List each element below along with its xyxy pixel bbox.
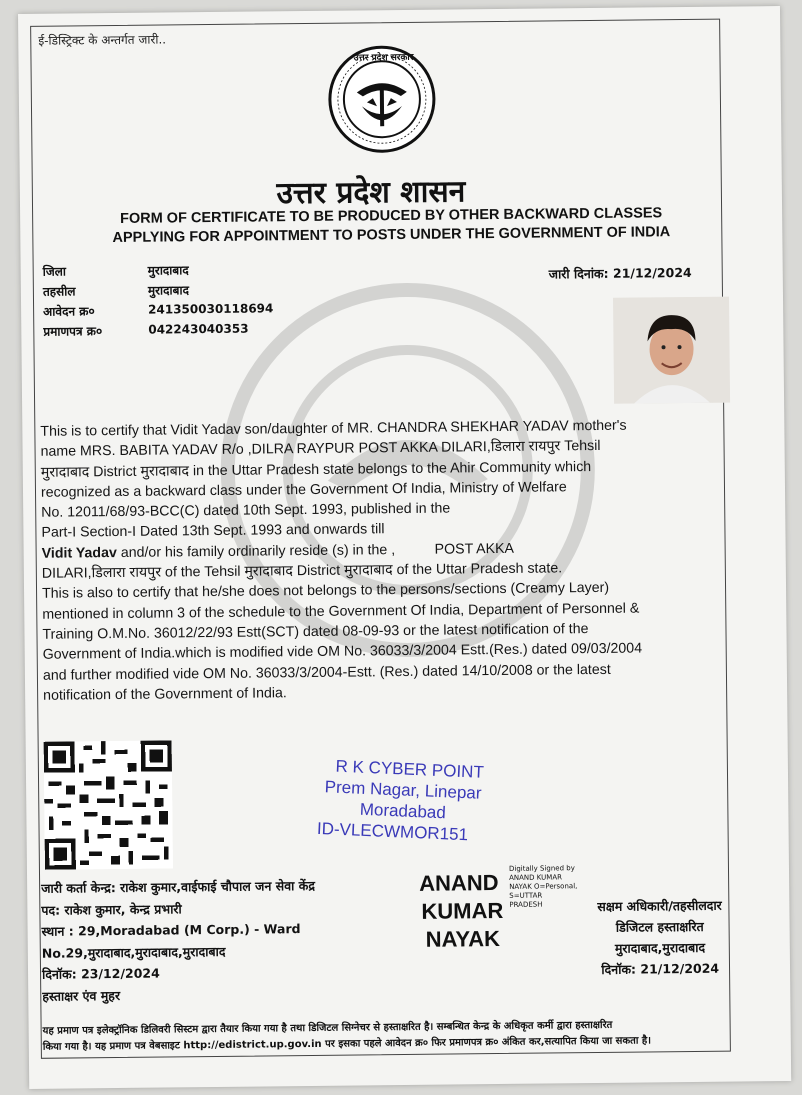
digital-signer-name [419,869,504,954]
body-line: mentioned in column 3 of the schedule to the Government Of India, Department of Personnel & [42,600,640,623]
government-title: उत्तर प्रदेश शासन [276,174,466,212]
stamp-line-2: Prem Nagar, Linepar [324,777,482,803]
signer-name-1: ANAND [418,870,499,896]
tehsil-value: मुरादाबाद [147,282,189,298]
applicant-name: Vidit Yadav [41,544,117,562]
form-title [60,204,722,249]
authority-date: दिनॉक: 21/12/2024 [601,960,720,977]
body-line: and further modified vide OM No. 36033/3/2004-Estt. (Res.) dated 14/10/2008 or the latest [42,661,611,684]
body-line: notification of the Government of India. [43,685,287,704]
stamp-line-1: R K CYBER POINT [335,756,485,782]
emblem-text: उत्तर प्रदेश सरकार [353,52,414,64]
body-text: POST AKKA [434,540,515,558]
issuing-center: जारी कर्ता केन्द्र: राकेश कुमार,वाईफाई चौपाल जन सेवा केंद्र [41,877,316,896]
certificate-body [40,414,743,705]
body-line: मुरादाबाद District मुरादाबाद in the Uttar Pradesh state belongs to the Ahir Community which [40,458,592,481]
tehsil-label: तहसील [42,283,76,299]
form-title-line-2: APPLYING FOR APPOINTMENT TO POSTS UNDER THE GOVERNMENT OF INDIA [112,224,671,247]
rk-cyber-point-stamp [303,754,485,845]
body-line: This is also to certify that he/she does not belongs to the persons/sections (Creamy Layer) [41,580,610,603]
sign-and-seal: हस्ताक्षर एंव मुहर [42,987,121,1004]
certificate-number: 042243040353 [148,321,249,337]
application-number: 241350030118694 [148,301,274,317]
application-label: आवेदन क्र० [43,303,95,319]
qr-code [44,740,173,869]
body-line: name MRS. BABITA YADAV R/o ,DILRA RAYPUR POST AKKA DILARI,डिलारा रायपुर Tehsil [40,438,601,461]
digital-sign-line: NAYAK O=Personal, [509,882,578,891]
district-label: जिला [42,264,67,279]
issuer-place-2: No.29,मुरादाबाद,मुरादाबाद,मुरादाबाद [41,943,226,961]
body-line: recognized as a backward class under the Government Of India, Ministry of Welfare [40,479,567,501]
body-text: DILARI, [41,565,92,582]
body-text: and/or his family ordinarily reside (s) in the , [116,541,396,561]
footer-line-1: यह प्रमाण पत्र इलेक्ट्रॉनिक डिलिवरी सिस्टम द्वारा तैयार किया गया है तथा डिजिटल सिग्नेचर से हस्ताक्षरित है। सम्बन्धित केन्द्र के अधिकृत कर्मी द्वारा हस्ताक्षरित [42,1019,613,1037]
signer-name-3: NAYAK [425,926,501,952]
certificate-label: प्रमाणपत्र क्र० [43,323,103,339]
applicant-photo [613,297,730,404]
digital-sign-line: PRADESH [509,900,543,909]
issuing-center-block [41,875,316,1007]
authority-digital-sign: डिजिटल हस्ताक्षरित [615,918,704,935]
certificate-page [18,6,791,1089]
footer-line-2: किया गया है। यह प्रमाण पत्र वेबसाइट http://edistrict.up.gov.in पर इसका पहले आवेदन क्र० फिर प्रमाणपत्र क्र० अंकित कर,सत्यापित किया जा सकता है। [42,1035,652,1053]
issue-date: जारी दिनांक: 21/12/2024 [548,264,692,282]
issuer-date: दिनॉक: 23/12/2024 [41,965,160,982]
body-text: डिलारा रायपुर of the Tehsil मुरादाबाद District मुरादाबाद of the Uttar Pradesh state. [91,560,563,582]
digital-sign-line: S=UTTAR [509,891,543,900]
body-line: Training O.M.No. 36012/22/93 Estt(SCT) dated 08-09-93 or the latest notification of the [42,621,589,643]
issuer-post: पद: राकेश कुमार, केन्द्र प्रभारी [41,900,182,918]
body-line: This is to certify that Vidit Yadav son/daughter of MR. CHANDRA SHEKHAR YADAV mother's [40,417,627,440]
form-title-line-1: FORM OF CERTIFICATE TO BE PRODUCED BY OTHER BACKWARD CLASSES [119,205,663,227]
certificate-meta [43,258,274,340]
district-value: मुरादाबाद [147,262,189,278]
authority-title: सक्षम अधिकारी/तहसीलदार [597,897,722,914]
authority-block [597,895,722,980]
digital-sign-line: ANAND KUMAR [509,873,563,882]
issuer-place-1: स्थान : 29,Moradabad (M Corp.) - Ward [41,921,301,939]
body-line: Government of India.which is modified vide OM No. 36033/3/2004 Estt.(Res.) dated 09/03/2004 [42,640,643,664]
digital-signature-info [509,864,578,910]
body-line: No. 12011/68/93-BCC(C) dated 10th Sept. 1993, published in the [41,500,451,521]
digital-sign-line: Digitally Signed by [508,864,575,873]
top-note: ई-डिस्ट्रिक्ट के अन्तर्गत जारी.. [38,32,167,48]
stamp-line-3: Moradabad [359,799,447,823]
signer-name-2: KUMAR [421,897,504,924]
body-line: Part-I Section-I Dated 13th Sept. 1993 and onwards till [41,521,385,542]
stamp-line-4: ID-VLECWMOR151 [316,818,469,845]
authority-place: मुरादाबाद,मुरादाबाद [614,939,706,956]
person-photo-icon [613,297,730,404]
